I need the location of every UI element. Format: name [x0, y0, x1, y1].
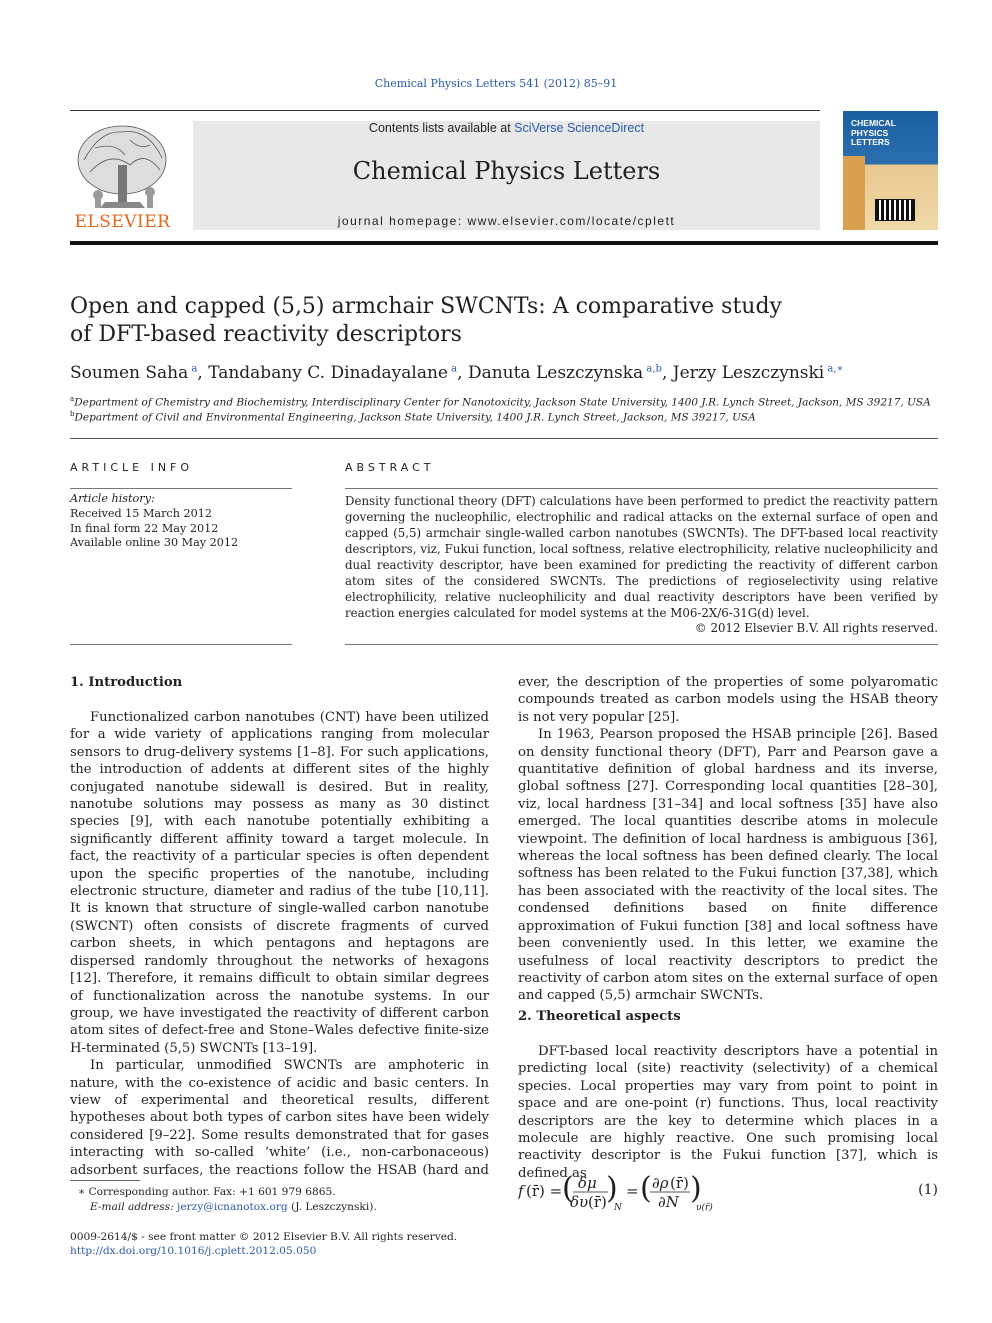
email-suffix: (J. Leszczynski).: [287, 1201, 377, 1213]
author-name: Jerzy Leszczynski: [672, 363, 825, 383]
contents-line: [193, 121, 820, 135]
title-line-2: of DFT-based reactivity descriptors: [70, 322, 462, 347]
abstract-text: Density functional theory (DFT) calculations have been performed to predict the reactivity pattern governing the nucleophilic, electrophilic and radical attacks on the external surface of open and capped (5,5) armchair single-walled carbon nanotubes (SWCNTs). The DFT-based local reactivity descriptors, viz, Fukui function, local softness, relative electrophilicity, relative nucleophilicity and dual reactivity descriptor, have been examined for predicting the reactivity of different carbon atom sites of the considered SWCNTs. The predictions of regioselectivity using relative electrophilicity, relative nucleophilicity and dual reactivity descriptors have been verified by reaction energies calculated for model systems at the M06-2X/6-31G(d) level.: [345, 494, 938, 620]
author-email-link[interactable]: jerzy@icnanotox.org: [177, 1201, 288, 1213]
article-title: [70, 293, 830, 349]
left-column: [70, 709, 489, 1179]
svg-text:=: =: [626, 1182, 639, 1200]
right-column-top: [518, 674, 938, 1005]
journal-homepage: [193, 214, 820, 228]
corresponding-author-note: ∗ Corresponding author. Fax: +1 601 979 6865.: [78, 1186, 336, 1198]
title-line-1: Open and capped (5,5) armchair SWCNTs: A comparative study: [70, 294, 782, 319]
abstract-rule-bottom: [345, 644, 938, 645]
affiliation-rule: [70, 438, 938, 439]
homepage-link[interactable]: www.elsevier.com/locate/cplett: [467, 214, 676, 228]
affiliation-a-text: Department of Chemistry and Biochemistry, Interdisciplinary Center for Nanotoxicity, Jackson State University, 1400 J.R. Lynch Street, Jackson, MS 39217, USA: [74, 396, 931, 409]
author-name: Danuta Leszczynska: [467, 363, 644, 383]
article-info-rule-top: [70, 488, 292, 489]
elsevier-wordmark: ELSEVIER: [74, 212, 171, 232]
author-list: [70, 363, 930, 383]
intro-paragraph-1: Functionalized carbon nanotubes (CNT) have been utilized for a wide variety of applications ranging from molecular sensors to drug-delivery systems [1–8]. For such applications, the introduction of addents at different sites of the highly conjugated nanotube sidewall is desired. But in reality, nanotube solutions may possess as many as 30 distinct species [9], with each nanotube potentially exhibiting a significantly different affinity toward a target molecule. In fact, the reactivity of a particular species is often dependent upon the specific properties of the nanotube, including electronic structure, diameter and radius of the tube [10,11]. It is known that structure of single-walled carbon nanotube (SWCNT) often consists of discrete fragments of curved carbon sheets, in which pentagons and heptagons are dispersed randomly throughout the networks of hexagons [12]. Therefore, it remains difficult to obtain similar degrees of functionalization across the nanotube systems. In our group, we have investigated the reactivity of different carbon atom sites of defect-free and Stone–Wales defective finite-size H-terminated (5,5) SWCNTs [13–19].: [70, 710, 489, 1056]
affiliation-a: [70, 395, 931, 409]
author-affiliation-marker[interactable]: a,∗: [824, 363, 844, 375]
journal-name: Chemical Physics Letters: [352, 157, 661, 185]
intro-paragraph-2-continued: ever, the description of the properties of some polyaromatic compounds treated as carbon models using the HSAB theory is not very popular [25].: [518, 675, 938, 725]
introduction-heading: 1. Introduction: [70, 675, 183, 690]
svg-text:∂N: ∂N: [658, 1193, 679, 1211]
author-name: Soumen Saha: [70, 363, 189, 383]
header-rule: [70, 110, 820, 111]
author-separator: ,: [197, 363, 209, 383]
svg-text:(r̄) =: (r̄) =: [526, 1182, 563, 1200]
history-received: Received 15 March 2012: [70, 506, 212, 520]
theory-paragraph-1: DFT-based local reactivity descriptors have a potential in predicting local (site) reactivity (selectivity) of a chemical species. Local properties may vary from point to point in space and are one-point (r) functions. Thus, local reactivity descriptors are the key to determine which places in a molecule are highly reactive. One such promising local reactivity descriptor is the Fukui function [37], which is defined as: [518, 1044, 938, 1181]
svg-text:(: (: [640, 1171, 652, 1206]
svg-text:δμ: δμ: [578, 1174, 597, 1192]
svg-text:N: N: [614, 1203, 622, 1213]
author-separator: ,: [661, 363, 673, 383]
right-column-theory: [518, 1043, 938, 1182]
author-affiliation-marker[interactable]: a: [188, 363, 198, 375]
affiliation-b-text: Department of Civil and Environmental Engineering, Jackson State University, 1400 J.R. Lynch Street, Jackson, MS 39217, USA: [74, 411, 756, 424]
fukui-equation: [518, 1170, 938, 1214]
svg-text:(r̄): (r̄): [588, 1193, 607, 1211]
author-affiliation-marker[interactable]: a: [447, 363, 458, 375]
email-label: E-mail address:: [90, 1201, 178, 1213]
history-final-form: In final form 22 May 2012: [70, 521, 219, 535]
svg-text:): ): [690, 1171, 702, 1206]
issn-line: 0009-2614/$ - see front matter © 2012 Elsevier B.V. All rights reserved.: [70, 1231, 458, 1243]
abstract-copyright: © 2012 Elsevier B.V. All rights reserved.: [694, 621, 938, 635]
doi-link[interactable]: http://dx.doi.org/10.1016/j.cplett.2012.05.050: [70, 1245, 317, 1257]
contents-prefix: Contents lists available at: [368, 121, 515, 135]
svg-text:υ(r̄): υ(r̄): [696, 1203, 713, 1213]
theory-heading: 2. Theoretical aspects: [518, 1009, 681, 1024]
footnote-rule: [70, 1180, 140, 1181]
affiliation-b-marker: b: [70, 410, 75, 418]
homepage-prefix: journal homepage:: [337, 214, 468, 228]
svg-text:δυ: δυ: [570, 1193, 589, 1211]
journal-cover-thumbnail[interactable]: [843, 111, 938, 230]
header-thick-rule: [70, 241, 938, 245]
svg-text:): ): [606, 1171, 618, 1206]
author-affiliation-marker[interactable]: a,b: [643, 363, 662, 375]
email-note: [90, 1201, 509, 1213]
sciencedirect-link[interactable]: SciVerse ScienceDirect: [514, 121, 645, 135]
abstract-rule-top: [345, 488, 938, 489]
equation-number: (1): [918, 1182, 938, 1198]
svg-text:(r̄): (r̄): [670, 1174, 689, 1192]
history-online: Available online 30 May 2012: [70, 536, 239, 550]
journal-citation[interactable]: Chemical Physics Letters 541 (2012) 85–91: [374, 77, 618, 90]
svg-text:∂ρ: ∂ρ: [652, 1174, 669, 1192]
article-history: [70, 492, 292, 551]
author-separator: ,: [457, 363, 468, 383]
affiliation-b: [70, 410, 756, 424]
article-info-label: ARTICLE INFO: [70, 461, 194, 474]
article-info-rule-bottom: [70, 644, 292, 645]
intro-paragraph-2: In particular, unmodified SWCNTs are amphoteric in nature, with the co-existence of acidic and basic centers. In view of experimental and theoretical results, different hypotheses about both types of carbon sites have been widely considered [9–22]. Some results demonstrated that for gases interacting with so-called ‘white’ (i.e., non-carbonaceous) adsorbent surfaces, the reactions follow the HSAB (hard and: [70, 1058, 489, 1178]
cover-title: CHEMICAL PHYSICS LETTERS: [851, 118, 896, 147]
svg-text:f: f: [518, 1182, 524, 1200]
svg-text:(: (: [562, 1171, 574, 1206]
author-name: Tandabany C. Dinadayalane: [208, 363, 448, 383]
abstract-label: ABSTRACT: [345, 461, 435, 474]
intro-paragraph-3: In 1963, Pearson proposed the HSAB principle [26]. Based on density functional theory (DFT), Parr and Pearson gave a quantitative definition of global hardness and its inverse, global softness [27]. Corresponding local quantities [28–30], viz, local hardness [31–34] and local softness [35] have also emerged. The local quantities describe atoms in molecule viewpoint. The definition of local hardness is ambiguous [36], whereas the local softness has been defined clearly. The local softness has been related to the Fukui function [37,38], which has been associated with the reactivity of the local sites. The condensed definitions based on finite difference approximation of Fukui function [38] and local softness have been conveniently used. In this letter, we examine the usefulness of local reactivity descriptors to predict the reactivity of carbon atom sites on the external surface of open and capped (5,5) armchair SWCNTs.: [518, 727, 938, 1004]
history-label: Article history:: [70, 492, 155, 505]
affiliation-a-marker: a: [70, 395, 75, 403]
